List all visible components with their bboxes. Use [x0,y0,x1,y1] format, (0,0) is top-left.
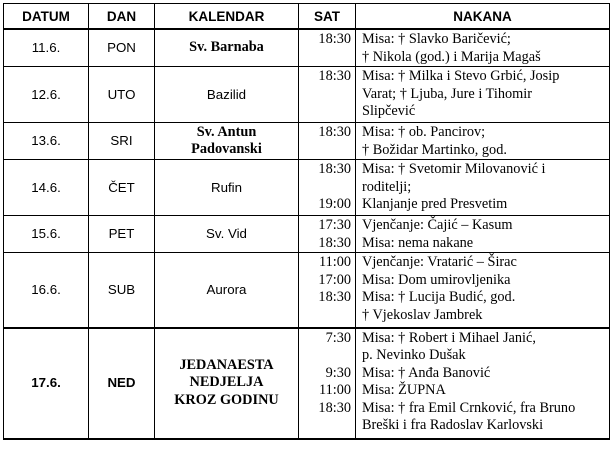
day-cell: SUB [89,253,155,328]
header-time: SAT [299,4,356,30]
intention-line: Misa: † Milka i Stevo Grbić, Josip [362,68,560,84]
time-cell [299,160,356,216]
calendar-cell [155,328,299,439]
calendar-cell: Bazilid [155,67,299,123]
header-day: DAN [89,4,155,30]
intention-cell [356,123,610,160]
time-cell [299,328,356,439]
intention-cell [356,160,610,216]
time-line: 9:30 [325,364,351,381]
time-line: 18:30 [318,161,351,177]
table-row [4,123,610,160]
time-line: 18:30 [318,234,351,251]
time-line: 11:00 [318,382,351,398]
table-row [4,216,610,253]
calendar-line: Padovanski [191,141,262,157]
intention-line: Breški i fra Radoslav Karlovski [362,417,544,433]
time-line: 19:00 [318,196,351,212]
day-cell: PET [89,216,155,253]
intention-line: † Božidar Martinko, god. [362,141,507,158]
intention-line: Misa: † Lucija Budić, god. [362,289,516,305]
date-cell: 15.6. [4,216,89,253]
intention-cell [356,29,610,67]
table-row [4,160,610,216]
date-cell: 17.6. [4,328,89,439]
calendar-cell: Sv. Barnaba [155,29,299,67]
intention-cell [356,253,610,328]
intention-line: Misa: nema nakane [362,234,474,251]
intention-cell [356,328,610,439]
calendar-cell: Aurora [155,253,299,328]
day-cell: NED [89,328,155,439]
date-cell: 12.6. [4,67,89,123]
time-line [302,417,351,435]
intention-cell [356,216,610,253]
calendar-cell: Rufin [155,160,299,216]
intention-line: Vjenčanje: Vratarić – Širac [362,254,517,270]
day-cell: UTO [89,67,155,123]
intention-line: Klanjanje pred Presvetim [362,196,508,212]
table-row [4,67,610,123]
intention-line: roditelji; [362,178,412,195]
intention-line: † Vjekoslav Jambrek [362,306,483,323]
table-row [4,253,610,328]
time-line: 7:30 [325,329,351,346]
time-line: 17:30 [318,217,351,233]
table-row [4,29,610,67]
intention-line: p. Nevinko Dušak [362,347,466,363]
day-cell: PON [89,29,155,67]
day-cell: SRI [89,123,155,160]
calendar-cell [155,123,299,160]
intention-line: Misa: † Slavko Baričević; [362,31,511,47]
intention-line: Slipčević [362,103,416,119]
table-row [4,328,610,439]
intention-line: Misa: † Svetomir Milovanović i [362,161,546,177]
intention-line: Misa: † ob. Pancirov; [362,124,486,140]
time-cell [299,253,356,328]
time-line: 18:30 [318,31,351,47]
intention-line: Misa: † fra Emil Crnković, fra Bruno [362,399,576,416]
time-cell [299,123,356,160]
time-line [302,179,351,197]
intention-cell [356,67,610,123]
intention-line: † Nikola (god.) i Marija Magaš [362,48,541,65]
calendar-line: NEDJELJA [189,374,264,391]
time-line [302,307,351,325]
day-cell: ČET [89,160,155,216]
header-date: DATUM [4,4,89,30]
header-calendar: KALENDAR [155,4,299,30]
calendar-line: Sv. Antun [196,123,257,140]
time-cell [299,216,356,253]
header-row [4,4,610,30]
intention-line: Vjenčanje: Čajić – Kasum [362,217,513,233]
time-line: 18:30 [318,289,351,305]
time-cell [299,29,356,67]
time-line: 18:30 [318,68,351,84]
intention-line: Misa: † Robert i Mihael Janić, [362,329,536,346]
time-line: 18:30 [318,399,351,416]
parish-schedule-table [3,3,610,440]
time-line: 18:30 [318,124,351,140]
header-intention: NAKANA [356,4,610,30]
time-line: 17:00 [318,271,351,288]
intention-line: Misa: Dom umirovljenika [362,271,511,288]
time-line: 11:00 [318,254,351,270]
calendar-line: KROZ GODINU [174,391,279,408]
date-cell: 11.6. [4,29,89,67]
time-cell [299,67,356,123]
intention-line: Misa: ŽUPNA [362,382,446,398]
time-line [302,347,351,365]
date-cell: 14.6. [4,160,89,216]
date-cell: 13.6. [4,123,89,160]
intention-line: Misa: † Anđa Banović [362,364,491,381]
intention-line: Varat; † Ljuba, Jure i Tihomir [362,85,532,102]
date-cell: 16.6. [4,253,89,328]
schedule-wrapper [3,3,609,440]
calendar-cell: Sv. Vid [155,216,299,253]
calendar-line: JEDANAESTA [179,356,274,373]
